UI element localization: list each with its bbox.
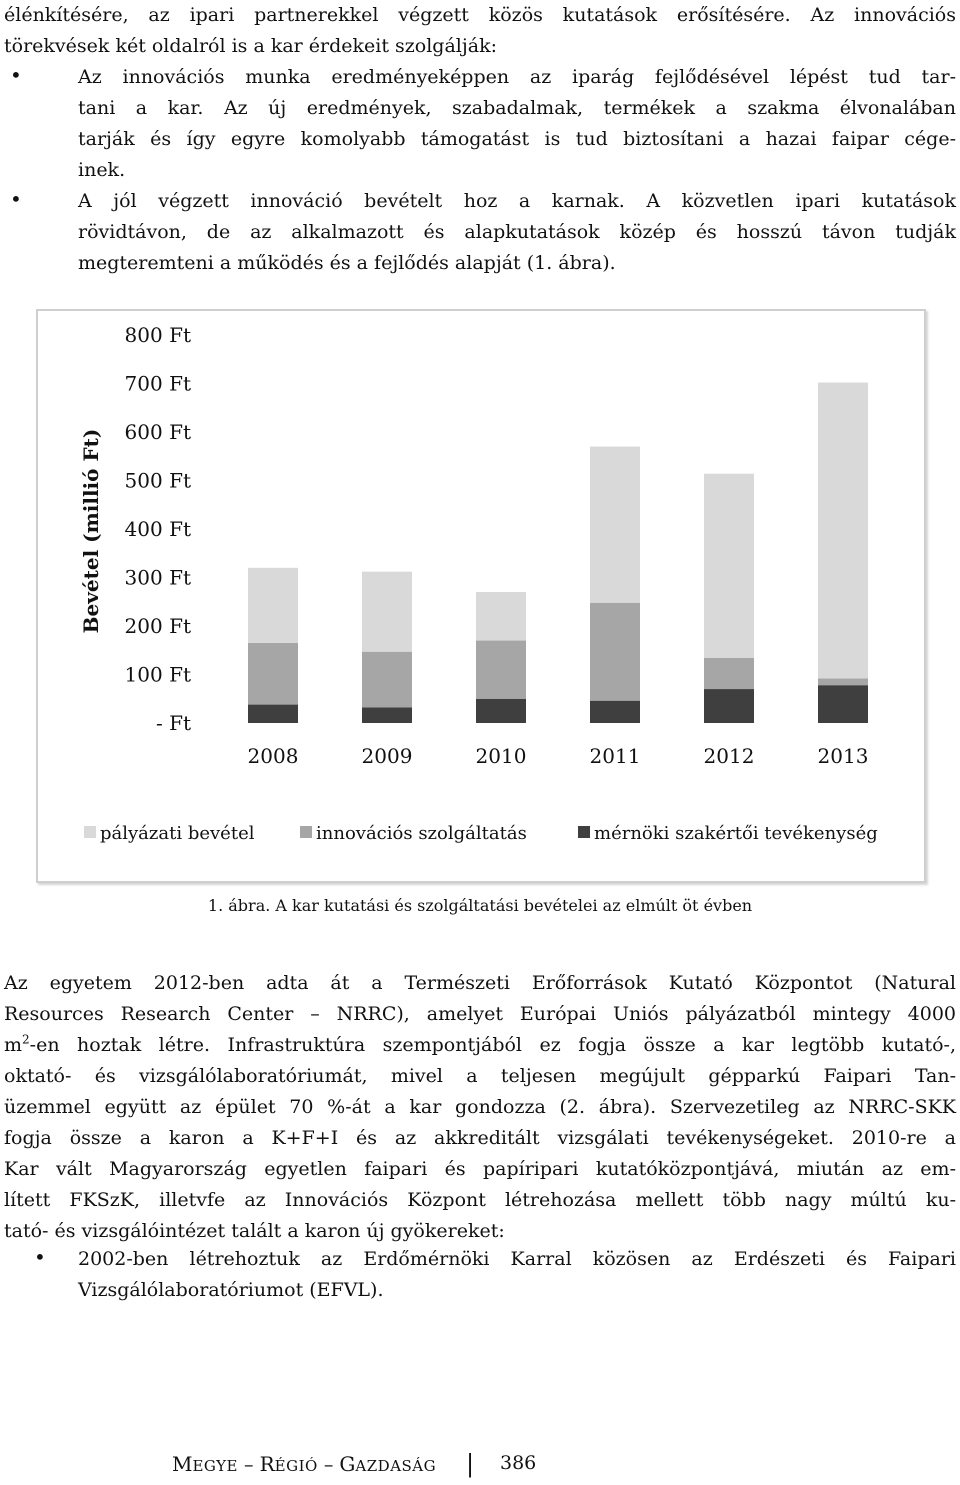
bullet-2-text bbox=[78, 186, 956, 279]
bar-2013-series-1 bbox=[818, 678, 868, 685]
body-line-6: fogja össze a karon a K+F+I és az akkreditált vizsgálati tevékenységeket. 2010-re a bbox=[4, 1127, 956, 1149]
bar-2011-series-1 bbox=[590, 603, 640, 701]
bullet-3-line-2: Vizsgálólaboratóriumot (EFVL). bbox=[78, 1279, 384, 1301]
legend-label: innovációs szolgáltatás bbox=[316, 823, 527, 844]
bar-2008-series-2 bbox=[248, 568, 298, 643]
chart-svg bbox=[38, 311, 924, 881]
caption-text: A kar kutatási és szolgáltatási bevételei az elmúlt öt évben bbox=[270, 896, 753, 915]
y-tick-label: 500 Ft bbox=[124, 468, 191, 493]
revenue-chart bbox=[36, 309, 926, 883]
bar-2012-series-0 bbox=[704, 689, 754, 723]
bullet-3-text bbox=[78, 1244, 956, 1306]
bullet-dot-1: • bbox=[10, 63, 22, 87]
footer-separator: | bbox=[466, 1450, 475, 1478]
body-line-1: Az egyetem 2012-ben adta át a Természeti Erőforrások Kutató Központot (Natural bbox=[4, 972, 956, 994]
body-line-5: üzemmel együtt az épület 70 %-át a kar gondozza (2. ábra). Szervezetileg az NRRC-SKK bbox=[4, 1096, 956, 1118]
figure-caption bbox=[0, 896, 960, 915]
bullet-2-line-3: megteremteni a működés és a fejlődés alapját (1. ábra). bbox=[78, 252, 616, 274]
bullet-1-line-4: inek. bbox=[78, 159, 126, 181]
footer-journal-name: MEGYE – RÉGIÓ – GAZDASÁG bbox=[172, 1452, 437, 1476]
y-tick-label: 700 Ft bbox=[124, 371, 191, 396]
body-line-9: tató- és vizsgálóintézet talált a karon új gyökereket: bbox=[4, 1220, 505, 1242]
y-axis-title: Bevétel (millió Ft) bbox=[79, 428, 103, 634]
y-tick-label: 400 Ft bbox=[124, 517, 191, 541]
y-tick-label: 600 Ft bbox=[124, 420, 191, 444]
body-line-8: lített FKSzK, illetvfe az Innovációs Központ létrehozása mellett több nagy múltú ku- bbox=[4, 1189, 956, 1211]
bar-2010-series-2 bbox=[476, 592, 526, 641]
body-line-3 bbox=[4, 1030, 956, 1061]
bullet-1-line-3: tarják és így egyre komolyabb támogatást is tud biztosítani a hazai faipar cége- bbox=[78, 128, 956, 150]
bar-2011-series-0 bbox=[590, 701, 640, 723]
y-tick-label: 800 Ft bbox=[124, 323, 191, 347]
y-tick-label: 100 Ft bbox=[124, 662, 191, 687]
x-tick-label: 2013 bbox=[817, 744, 869, 768]
bullet-2-line-1: A jól végzett innováció bevételt hoz a karnak. A közvetlen ipari kutatások bbox=[78, 190, 956, 212]
x-tick-label: 2010 bbox=[475, 744, 527, 768]
bullet-1-line-2: tani a kar. Az új eredmények, szabadalmak, termékek a szakma élvonalában bbox=[78, 97, 956, 119]
x-tick-label: 2008 bbox=[247, 744, 299, 768]
bullet-2-line-2: rövidtávon, de az alkalmazott és alapkutatások közép és hosszú távon tudják bbox=[78, 221, 956, 243]
bullet-1-line-1: Az innovációs munka eredményeképpen az iparág fejlődésével lépést tud tar- bbox=[78, 66, 956, 88]
bar-2009-series-0 bbox=[362, 707, 412, 723]
bullet-1-text bbox=[78, 62, 956, 186]
y-tick-label: 300 Ft bbox=[124, 565, 191, 590]
bar-2011-series-2 bbox=[590, 447, 640, 603]
bar-2008-series-1 bbox=[248, 643, 298, 705]
x-tick-label: 2012 bbox=[703, 744, 755, 768]
bar-2012-series-1 bbox=[704, 658, 754, 689]
bar-2008-series-0 bbox=[248, 705, 298, 723]
bar-2013-series-2 bbox=[818, 383, 868, 679]
body-line-7: Kar vált Magyarország egyetlen faipari és papíripari kutatóközpontjává, miután az em- bbox=[4, 1158, 956, 1180]
legend-swatch bbox=[84, 826, 96, 838]
body-line-2: Resources Research Center – NRRC), amelyet Európai Uniós pályázatból mintegy 4000 bbox=[4, 1003, 956, 1025]
intro-paragraph bbox=[4, 0, 956, 62]
bar-2009-series-1 bbox=[362, 652, 412, 708]
intro-line-2: törekvések két oldalról is a kar érdekeit szolgálják: bbox=[4, 35, 498, 57]
body-line-4: oktató- és vizsgálólaboratóriumát, mivel a teljesen megújult gépparkú Faipari Tan- bbox=[4, 1065, 956, 1087]
legend-swatch bbox=[300, 826, 312, 838]
bar-2010-series-1 bbox=[476, 641, 526, 699]
bullet-dot-2: • bbox=[10, 187, 22, 211]
legend-swatch bbox=[578, 826, 590, 838]
m2-rest: -en hoztak létre. Infrastruktúra szempontjából ez fogja össze a kar legtöbb kutató-, bbox=[29, 1034, 956, 1056]
bar-2012-series-2 bbox=[704, 474, 754, 658]
x-tick-label: 2009 bbox=[361, 744, 413, 768]
x-tick-label: 2011 bbox=[589, 744, 641, 768]
y-tick-label: 200 Ft bbox=[124, 614, 191, 638]
y-tick-label: - Ft bbox=[155, 711, 191, 735]
bullet-dot-3: • bbox=[34, 1245, 46, 1269]
caption-label: 1. ábra. bbox=[207, 896, 271, 915]
bullet-3-line-1: 2002-ben létrehoztuk az Erdőmérnöki Karral közösen az Erdészeti és Faipari bbox=[78, 1248, 956, 1270]
bar-2010-series-0 bbox=[476, 699, 526, 723]
m2-base: m bbox=[4, 1034, 23, 1056]
bar-2009-series-2 bbox=[362, 572, 412, 652]
bar-2013-series-0 bbox=[818, 685, 868, 723]
body-paragraph bbox=[4, 968, 956, 1247]
m2-sup: 2 bbox=[22, 1032, 30, 1047]
page-number: 386 bbox=[500, 1452, 537, 1474]
legend-label: mérnöki szakértői tevékenység bbox=[594, 823, 878, 844]
legend-label: pályázati bevétel bbox=[100, 823, 255, 844]
intro-line-1: élénkítésére, az ipari partnerekkel végzett közös kutatások erősítésére. Az innovációs bbox=[4, 4, 956, 26]
